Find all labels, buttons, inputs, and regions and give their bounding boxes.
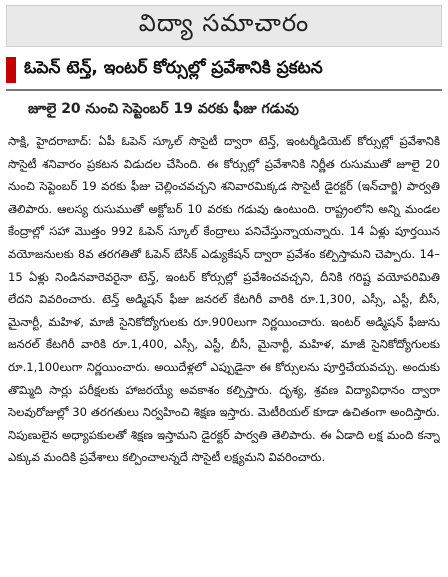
- headline-divider: [6, 89, 442, 91]
- section-banner: [6, 5, 442, 47]
- article-body: సాక్షి, హైదరాబాద్: ఏపీ ఓపెన్ స్కూల్ సొసైటీ ద్వారా టెన్త్, ఇంటర్మీడియెట్ కోర్సుల్లో ప్రవేశానికి సొసైటీ శనివారం ప్రకటన విడుదల చేసింది. ఈ కోర్సుల్లో ప్రవేశానికి నిర్ణీత రుసుముతో జూలై 20 నుంచి సెప్టెంబర్ 19 వరకు ఫీజు చెల్లించవచ్చని శనివారమిక్కడ సొసైటీ డైరక్టర్ (ఇన్‌చార్జి) పార్వతి తెలిపారు. ఆలస్య రుసుముతో అక్టోబర్ 10 వరకు గడువు ఉంటుంది. రాష్ట్రంలోని అన్ని మండల కేంద్రాల్లో సహా మొత్తం 992 ఓపెన్ స్కూల్ కేంద్రాలు పనిచేస్తున్నాయన్నారు. 14 ఏళ్లు పూర్తయిన వయోజనులకు 8వ తరగతితో ఓపెన్ బేసిక్ ఎడ్యుకేషన్ ద్వారా ప్రవేశం కల్పిస్తామని చెప్పారు. 14–15 ఏళ్లు నిండినవారెవరైనా టెన్త్, ఇంటర్ కోర్సుల్లో ప్రవేశించవచ్చని, దీనికి గరిష్ట వయోపరిమితి లేదని వివరించారు. టెన్త్ అడ్మిషన్ ఫీజు జనరల్ కేటగిరీ వారికి రూ.1,300, ఎస్సీ, ఎస్టీ, బీసీ, మైనార్టీ, మహిళ, మాజీ సైనికోద్యోగులకు రూ.900లుగా నిర్ణయించారు. ఇంటర్ అడ్మిషన్ ఫీజును జనరల్ కేటగిరీ వారికి రూ.1,400, ఎస్సీ, ఎస్టీ, బీసీ, మైనార్టీ, మహిళ, మాజీ సైనికోద్యోగులకు రూ.1,100లుగా నిర్ణయించారు. అయిదేళ్లలో ఎప్పుడైనా ఈ కోర్సులను పూర్తిచేయవచ్చు. అందుకు తొమ్మిది సార్లు పరీక్షలకు హాజరయ్యే అవకాశం కల్పిస్తారు. దృశ్య, శ్రవణ విద్యావిధానం ద్వారా సెలవురోజుల్లో 30 తరగతులు నిర్వహించి శిక్షణ ఇస్తారు. మెటీరియల్ కూడా ఉచితంగా అందిస్తారు. నిపుణులైన అధ్యాపకులతో శిక్షణ ఇస్తామని డైరక్టర్ పార్వతి తెలిపారు. ఈ ఏడాది లక్ష మంది కన్నా ఎక్కువ మందికి ప్రవేశాలు కల్పించాలన్నదే సొసైటీ లక్ష్యమని వివరించారు.: [8, 134, 440, 465]
- headline: ఓపెన్ టెన్త్, ఇంటర్ కోర్సుల్లో ప్రవేశానికి ప్రకటన: [24, 58, 323, 78]
- subheadline: జూలై 20 నుంచి సెప్టెంబర్ 19 వరకు ఫీజు గడువు: [28, 101, 299, 117]
- headline-row: [6, 57, 442, 83]
- headline-accent-bar: [6, 57, 16, 83]
- section-banner-title: విద్యా సమాచారం: [138, 9, 310, 37]
